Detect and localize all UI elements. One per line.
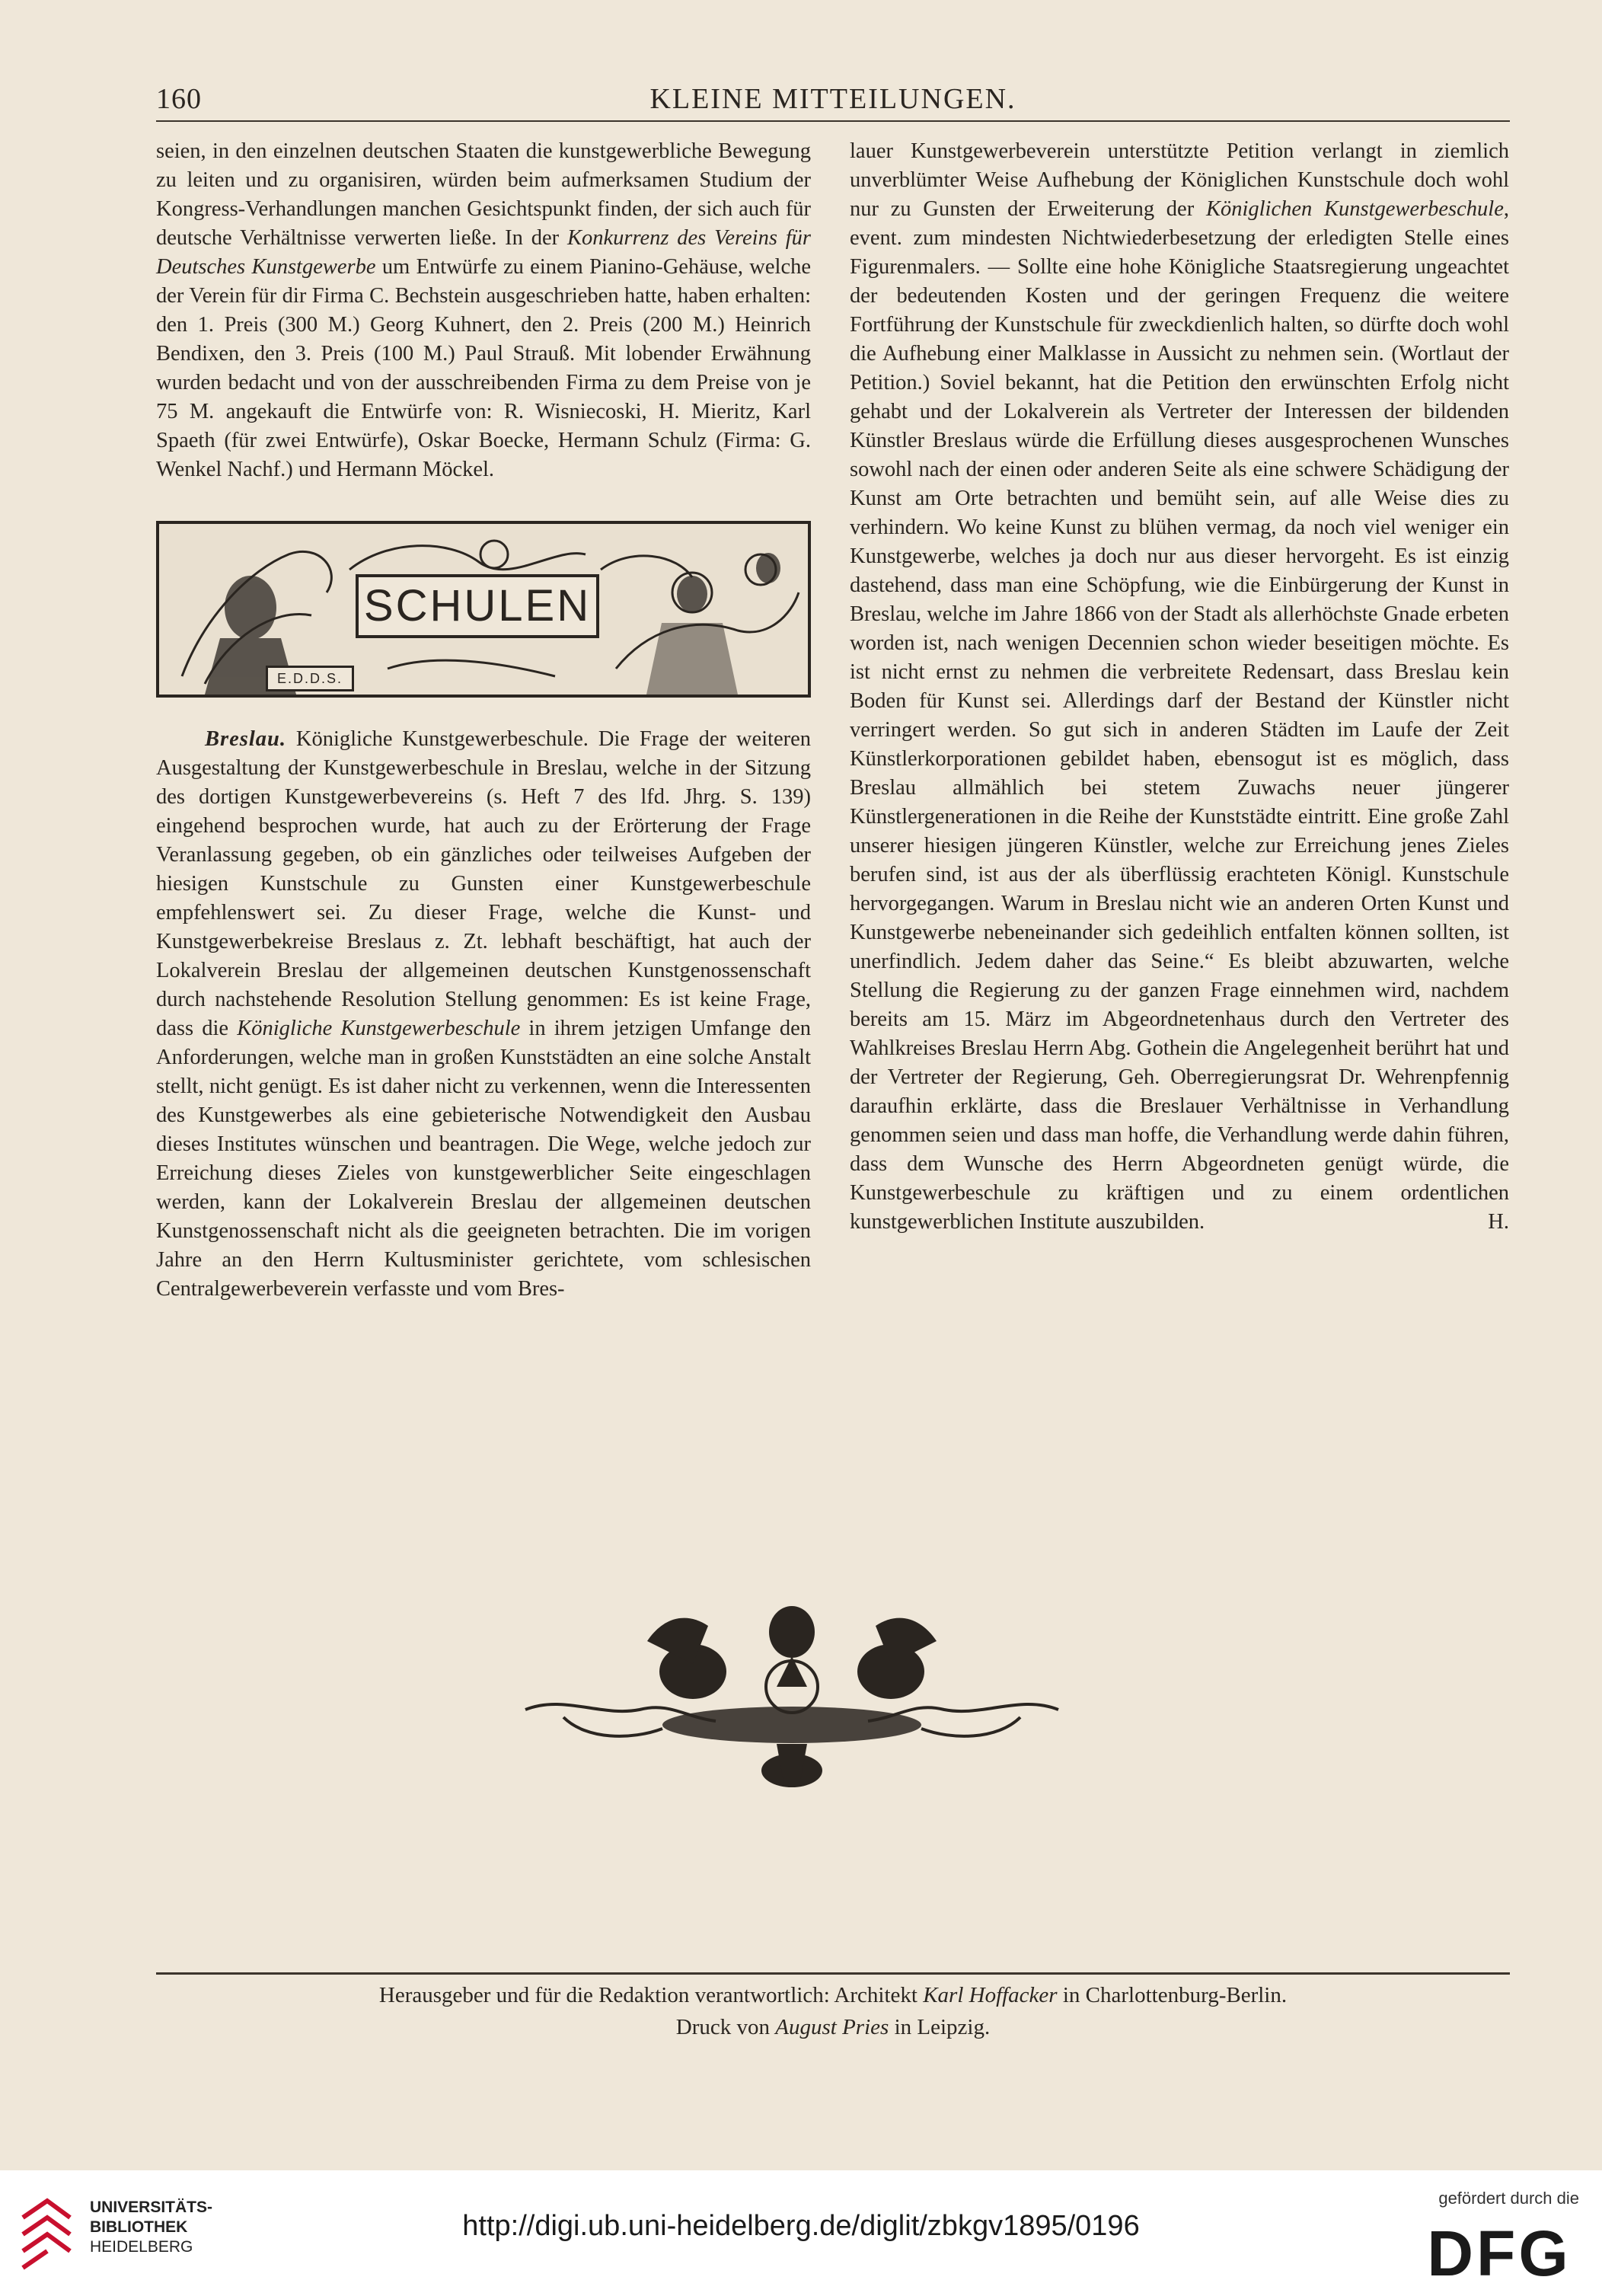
article-signature: H. [1488, 1210, 1509, 1234]
library-name-line3: HEIDELBERG [90, 2238, 193, 2256]
article-breslau-continued [850, 137, 1509, 1237]
text-run: in Leipzig. [889, 2015, 991, 2039]
text-run: Königliche Kunstgewerbeschule. Die Frage der weiteren Ausgestaltung der Kunstgewerbeschule in Breslau, welche in der Sitzung des dortigen Kunstgewerbevereins (s. Heft 7 des lfd. Jhrg. S. 139) eingehend besprochen wurde, hat auch zu der Erörterung der Frage Veranlassung gegeben, ob ein gänzliches oder teilweises Aufgeben der hiesigen Kunstschule zu Gunsten einer Kunstgewerbeschule empfehlenswert sei. Zu dieser Frage, welche die Kunst- und Kunstgewerbekreise Breslaus z. Zt. lebhaft beschäftigt, hat auch der Lokalverein Breslau der allgemeinen deutschen Kunstgenossenschaft durch nachstehende Resolution Stellung genommen: Es ist keine Frage, dass die [156, 727, 811, 1040]
left-column [156, 137, 811, 1304]
page-header [156, 82, 1510, 119]
library-name-line1: UNIVERSITÄTS- [90, 2199, 213, 2216]
text-run: Druck von [675, 2015, 776, 2039]
text-run: in Charlottenburg-Berlin. [1057, 1983, 1288, 2007]
imprint-publisher [156, 1980, 1510, 2010]
text-run: , event. zum mindesten Nichtwiederbesetzung der erledigten Stelle eines Figurenmalers. — Sollte eine hohe Königliche Staatsregierung ungeachtet der bedeutenden Kosten und der geringen Frequenz die weitere Fortführung der Kunstschule für zweckdienlich halten, so dürfte doch wohl die Aufhebung einer Malklasse in Aussicht zu nehmen sein. (Wortlaut der Petition.) Soviel bekannt, hat die Petition den erwünschten Erfolg nicht gehabt und der Lokalverein als Vertreter der Interessen der bildenden Künstler Breslaus würde die Erfüllung dieses ausgesprochenen Wunsches sowohl nach der einen oder anderen Seite als eine schwere Schädigung der Kunst am Orte betrachten und bemüht sein, auf alle Weise dies zu verhindern. Wo keine Kunst zu blühen vermag, da noch viel weniger ein Kunstgewerbe, welches ja doch nur aus dieser hervorgeht. Es ist einzig dastehend, dass man eine Schöpfung, wie die Einbürgerung der Kunst in Breslau, welche im Jahre 1866 von der Stadt als allerhöchste Gnade erbeten worden ist, nach wenigen Decennien schon wieder beseitigen möchte. Es ist nicht ernst zu nehmen die verbreitete Redensart, dass Breslau kein Boden für Kunst sei. Allerdings darf der Bestand der Künstler nicht verringert werden. So gut sich in anderen Städten im Laufe der Zeit Künstlerkorporationen gebildet haben, ebensogut ist es möglich, dass Breslau allmählich bei stetem Zuwachs neuer jüngerer Künstlergenerationen in die Reihe der Kunststädte eintritt. Eine große Zahl unserer hiesigen jüngeren Künstler, welche zur Erreichung jenes Zieles berufen sind, ist aus der als überflüssig erachteten Königl. Kunstschule hervorgegangen. Warum in Breslau nicht wie an anderen Orten Kunst und Kunstgewerbe nebeneinander sich gedeihlich entfalten können sollten, ist unerfindlich. Jedem daher das Seine.“ Es bleibt abzuwarten, welche Stellung die Regierung zu der ganzen Frage einnehmen wird, nachdem bereits am 15. März im Abgeordnetenhaus durch den Vertreter des Wahlkreises Breslau Herrn Abg. Gothein die Angelegenheit berührt hat und der Vertreter der Regierung, Geh. Oberregierungsrat Dr. Wehrenpfennig daraufhin erklärte, dass die Breslauer Verhältnisse in Verhandlung genommen seien und dass man hoffe, die Verhandlung werde dahin führen, dass dem Wunsche des Herrn Abgeordneten genügt würde, die Kunstgewerbeschule zu kräftigen und zu einem ordentlichen kunstgewerblichen Institute auszubilden. [850, 197, 1509, 1234]
digitization-footer [0, 2170, 1602, 2296]
italic-phrase: August Pries [775, 2015, 889, 2039]
funder-caption: gefördert durch die [1438, 2189, 1579, 2208]
lead-in-word: Breslau. [205, 727, 286, 751]
permalink-url[interactable]: http://digi.ub.uni-heidelberg.de/diglit/zbkgv1895/0196 [462, 2210, 1140, 2242]
library-name-line2: BIBLIOTHEK [90, 2218, 188, 2236]
header-rule [156, 120, 1510, 122]
ub-heidelberg-logo-icon [17, 2195, 76, 2271]
right-column [850, 137, 1509, 1237]
text-run: seien, in den einzelnen deutschen Staaten die kunstgewerbliche Bewegung zu leiten und zu organisiren, würden beim aufmerksamen Studium der Kongress-Verhandlungen manchen Gesichtspunkt finden, der sich auch für deutsche Verhältnisse verwerten ließe. In der [156, 139, 811, 250]
decorative-ornament [518, 1595, 1066, 1793]
dfg-logo-text: DFG [1427, 2221, 1572, 2282]
dfg-logo-icon [1418, 2221, 1581, 2282]
library-name [90, 2198, 212, 2257]
italic-phrase: Karl Hoffacker [923, 1983, 1058, 2007]
italic-phrase: Königliche Kunstgewerbeschule [237, 1017, 521, 1040]
vignette-signature: E.D.D.S. [266, 666, 354, 691]
running-title: KLEINE MITTEILUNGEN. [649, 83, 1016, 115]
vignette-title: SCHULEN [356, 574, 599, 638]
text-run: lauer Kunstgewerbeverein unterstützte Petition verlangt in ziemlich unverblümter Weise Aufhebung der Königlichen Kunstschule doch wohl nur zu Gunsten der Erweiterung der [850, 139, 1509, 221]
article-pianino-competition [156, 137, 811, 484]
text-run: um Entwürfe zu einem Pianino-Gehäuse, welche der Verein für dir Firma C. Bechstein ausgeschrieben hatte, haben erhalten: den 1. Preis (300 M.) Georg Kuhnert, den 2. Preis (200 M.) Heinrich Bendixen, den 3. Preis (100 M.) Paul Strauß. Mit lobender Erwähnung wurden bedacht und von der ausschreibenden Firma zu dem Preise von je 75 M. angekauft die Entwürfe von: R. Wisniecoski, H. Mieritz, Karl Spaeth (für zwei Entwürfe), Oskar Boecke, Hermann Schulz (Firma: G. Wenkel Nachf.) und Hermann Möckel. [156, 255, 811, 481]
article-breslau [156, 725, 811, 1304]
italic-phrase: Königlichen Kunstgewerbeschule [1205, 197, 1504, 221]
text-run: in ihrem jetzigen Umfange den Anforderungen, welche man in großen Kunststädten an eine solche Anstalt stellt, nicht genügt. Es ist daher nicht zu verkennen, wenn die Interessenten des Kunstgewerbes als eine gebieterische Notwendigkeit den Ausbau dieses Institutes wünschen und beantragen. Die Wege, welche jedoch zur Erreichung dieses Zieles von kunstgewerblicher Seite eingeschlagen werden, kann der Lokalverein Breslau der allgemeinen deutschen Kunstgenossenschaft nicht als die geeigneten betrachten. Die im vorigen Jahre an den Herrn Kultusminister gerichtete, vom schlesischen Centralgewerbeverein verfasste und vom Bres- [156, 1017, 811, 1301]
italic-phrase: Konkurrenz des Vereins für Deutsches Kunstgewerbe [156, 226, 811, 279]
imprint-printer [156, 2012, 1510, 2042]
schulen-section-vignette [156, 521, 811, 698]
text-run: Herausgeber und für die Redaktion verantwortlich: Architekt [378, 1983, 924, 2007]
page-number: 160 [156, 83, 202, 115]
imprint-rule [156, 1972, 1510, 1975]
